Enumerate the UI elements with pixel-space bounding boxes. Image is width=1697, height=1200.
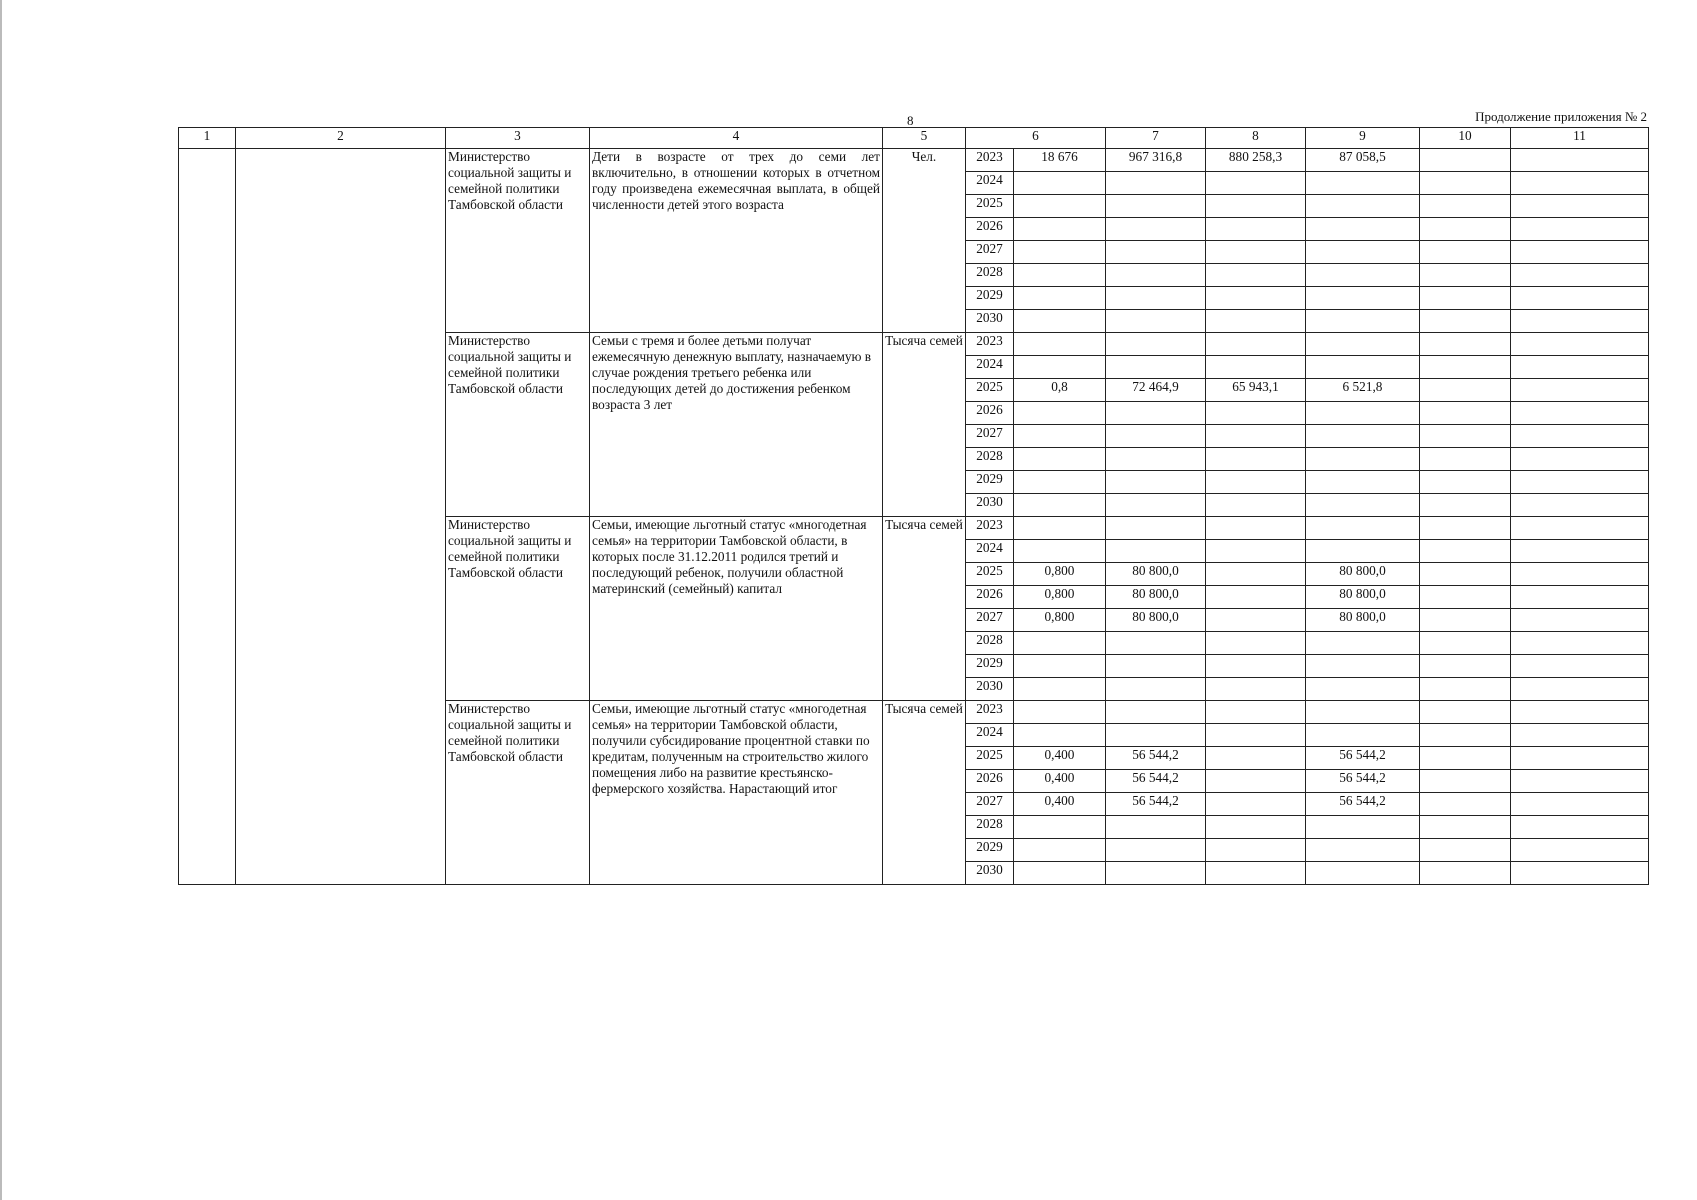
value-cell-c7 bbox=[1106, 839, 1206, 862]
value-cell-c9: 6 521,8 bbox=[1306, 379, 1420, 402]
value-cell-c6: 0,800 bbox=[1014, 609, 1106, 632]
value-cell-c7 bbox=[1106, 517, 1206, 540]
value-cell-c9 bbox=[1306, 494, 1420, 517]
value-cell-c10 bbox=[1420, 494, 1511, 517]
value-cell-c8 bbox=[1206, 287, 1306, 310]
value-cell-c6 bbox=[1014, 655, 1106, 678]
ministry-cell: Министерство социальной защиты и семейной политики Тамбовской области bbox=[446, 333, 590, 517]
value-cell-c10 bbox=[1420, 241, 1511, 264]
value-cell-c8 bbox=[1206, 655, 1306, 678]
value-cell-c8 bbox=[1206, 471, 1306, 494]
value-cell-c11 bbox=[1511, 609, 1649, 632]
value-cell-c9 bbox=[1306, 356, 1420, 379]
value-cell-c7 bbox=[1106, 425, 1206, 448]
col-header-7: 7 bbox=[1106, 128, 1206, 149]
value-cell-c10 bbox=[1420, 448, 1511, 471]
value-cell-c11 bbox=[1511, 563, 1649, 586]
value-cell-c11 bbox=[1511, 172, 1649, 195]
value-cell-c6: 0,8 bbox=[1014, 379, 1106, 402]
value-cell-c11 bbox=[1511, 356, 1649, 379]
value-cell-c8 bbox=[1206, 310, 1306, 333]
value-cell-c6 bbox=[1014, 218, 1106, 241]
value-cell-c8 bbox=[1206, 701, 1306, 724]
value-cell-c11 bbox=[1511, 195, 1649, 218]
year-cell: 2028 bbox=[966, 448, 1014, 471]
value-cell-c10 bbox=[1420, 218, 1511, 241]
value-cell-c8 bbox=[1206, 816, 1306, 839]
year-cell: 2023 bbox=[966, 149, 1014, 172]
value-cell-c10 bbox=[1420, 172, 1511, 195]
value-cell-c9 bbox=[1306, 264, 1420, 287]
value-cell-c8 bbox=[1206, 218, 1306, 241]
value-cell-c10 bbox=[1420, 379, 1511, 402]
value-cell-c11 bbox=[1511, 862, 1649, 885]
value-cell-c7 bbox=[1106, 471, 1206, 494]
value-cell-c7 bbox=[1106, 494, 1206, 517]
value-cell-c7 bbox=[1106, 816, 1206, 839]
value-cell-c11 bbox=[1511, 494, 1649, 517]
value-cell-c6 bbox=[1014, 264, 1106, 287]
value-cell-c7 bbox=[1106, 724, 1206, 747]
value-cell-c6 bbox=[1014, 839, 1106, 862]
value-cell-c11 bbox=[1511, 678, 1649, 701]
year-cell: 2029 bbox=[966, 655, 1014, 678]
value-cell-c8 bbox=[1206, 678, 1306, 701]
value-cell-c11 bbox=[1511, 793, 1649, 816]
value-cell-c6 bbox=[1014, 310, 1106, 333]
value-cell-c9 bbox=[1306, 517, 1420, 540]
year-cell: 2025 bbox=[966, 379, 1014, 402]
value-cell-c10 bbox=[1420, 517, 1511, 540]
value-cell-c10 bbox=[1420, 356, 1511, 379]
value-cell-c10 bbox=[1420, 655, 1511, 678]
value-cell-c11 bbox=[1511, 310, 1649, 333]
value-cell-c9: 80 800,0 bbox=[1306, 586, 1420, 609]
value-cell-c8 bbox=[1206, 586, 1306, 609]
value-cell-c7 bbox=[1106, 287, 1206, 310]
value-cell-c6 bbox=[1014, 425, 1106, 448]
value-cell-c9 bbox=[1306, 172, 1420, 195]
year-cell: 2029 bbox=[966, 471, 1014, 494]
value-cell-c7 bbox=[1106, 264, 1206, 287]
value-cell-c6: 0,400 bbox=[1014, 793, 1106, 816]
col-header-6: 6 bbox=[966, 128, 1106, 149]
value-cell-c9 bbox=[1306, 333, 1420, 356]
value-cell-c10 bbox=[1420, 471, 1511, 494]
value-cell-c6 bbox=[1014, 402, 1106, 425]
value-cell-c7 bbox=[1106, 862, 1206, 885]
value-cell-c8: 880 258,3 bbox=[1206, 149, 1306, 172]
value-cell-c6 bbox=[1014, 632, 1106, 655]
year-cell: 2026 bbox=[966, 770, 1014, 793]
ministry-cell: Министерство социальной защиты и семейной политики Тамбовской области bbox=[446, 701, 590, 885]
value-cell-c10 bbox=[1420, 586, 1511, 609]
value-cell-c9 bbox=[1306, 471, 1420, 494]
value-cell-c10 bbox=[1420, 816, 1511, 839]
year-cell: 2028 bbox=[966, 264, 1014, 287]
col-header-1: 1 bbox=[179, 128, 236, 149]
value-cell-c6 bbox=[1014, 172, 1106, 195]
indicator-description: Семьи с тремя и более детьми получат ежемесячную денежную выплату, назначаемую в случае рождения третьего ребенка или последующих детей до достижения ребенком возраста 3 лет bbox=[590, 333, 883, 517]
year-cell: 2023 bbox=[966, 333, 1014, 356]
value-cell-c7: 56 544,2 bbox=[1106, 747, 1206, 770]
year-cell: 2030 bbox=[966, 678, 1014, 701]
value-cell-c10 bbox=[1420, 540, 1511, 563]
value-cell-c7: 56 544,2 bbox=[1106, 770, 1206, 793]
year-cell: 2029 bbox=[966, 839, 1014, 862]
value-cell-c9: 56 544,2 bbox=[1306, 747, 1420, 770]
value-cell-c10 bbox=[1420, 609, 1511, 632]
value-cell-c11 bbox=[1511, 287, 1649, 310]
value-cell-c11 bbox=[1511, 241, 1649, 264]
annex-title: Продолжение приложения № 2 bbox=[1475, 109, 1647, 124]
value-cell-c7: 56 544,2 bbox=[1106, 793, 1206, 816]
value-cell-c11 bbox=[1511, 517, 1649, 540]
value-cell-c6 bbox=[1014, 862, 1106, 885]
value-cell-c10 bbox=[1420, 747, 1511, 770]
col-header-9: 9 bbox=[1306, 128, 1420, 149]
value-cell-c11 bbox=[1511, 540, 1649, 563]
value-cell-c6 bbox=[1014, 517, 1106, 540]
value-cell-c7 bbox=[1106, 632, 1206, 655]
value-cell-c10 bbox=[1420, 701, 1511, 724]
value-cell-c10 bbox=[1420, 264, 1511, 287]
value-cell-c10 bbox=[1420, 310, 1511, 333]
year-cell: 2026 bbox=[966, 402, 1014, 425]
value-cell-c10 bbox=[1420, 770, 1511, 793]
value-cell-c6 bbox=[1014, 678, 1106, 701]
value-cell-c10 bbox=[1420, 862, 1511, 885]
value-cell-c6 bbox=[1014, 471, 1106, 494]
value-cell-c9 bbox=[1306, 701, 1420, 724]
value-cell-c9 bbox=[1306, 839, 1420, 862]
value-cell-c7: 80 800,0 bbox=[1106, 563, 1206, 586]
value-cell-c10 bbox=[1420, 632, 1511, 655]
value-cell-c6 bbox=[1014, 724, 1106, 747]
col-header-3: 3 bbox=[446, 128, 590, 149]
year-cell: 2025 bbox=[966, 195, 1014, 218]
value-cell-c9 bbox=[1306, 195, 1420, 218]
value-cell-c6: 0,400 bbox=[1014, 770, 1106, 793]
year-cell: 2027 bbox=[966, 241, 1014, 264]
value-cell-c7 bbox=[1106, 218, 1206, 241]
value-cell-c7 bbox=[1106, 448, 1206, 471]
header-row bbox=[179, 128, 1649, 149]
value-cell-c6 bbox=[1014, 540, 1106, 563]
scan-edge bbox=[0, 0, 2, 1200]
value-cell-c8 bbox=[1206, 356, 1306, 379]
unit-cell: Чел. bbox=[883, 149, 966, 333]
year-cell: 2024 bbox=[966, 724, 1014, 747]
ministry-cell: Министерство социальной защиты и семейной политики Тамбовской области bbox=[446, 149, 590, 333]
value-cell-c6 bbox=[1014, 816, 1106, 839]
value-cell-c6 bbox=[1014, 356, 1106, 379]
value-cell-c8 bbox=[1206, 862, 1306, 885]
col-header-10: 10 bbox=[1420, 128, 1511, 149]
value-cell-c7: 967 316,8 bbox=[1106, 149, 1206, 172]
col-header-8: 8 bbox=[1206, 128, 1306, 149]
value-cell-c10 bbox=[1420, 333, 1511, 356]
year-cell: 2026 bbox=[966, 586, 1014, 609]
value-cell-c9 bbox=[1306, 678, 1420, 701]
value-cell-c10 bbox=[1420, 678, 1511, 701]
ministry-cell: Министерство социальной защиты и семейной политики Тамбовской области bbox=[446, 517, 590, 701]
col1-cell bbox=[179, 149, 236, 885]
value-cell-c8 bbox=[1206, 793, 1306, 816]
value-cell-c11 bbox=[1511, 425, 1649, 448]
value-cell-c7 bbox=[1106, 241, 1206, 264]
value-cell-c6: 0,800 bbox=[1014, 586, 1106, 609]
value-cell-c8 bbox=[1206, 770, 1306, 793]
value-cell-c11 bbox=[1511, 724, 1649, 747]
value-cell-c7 bbox=[1106, 172, 1206, 195]
value-cell-c10 bbox=[1420, 149, 1511, 172]
value-cell-c11 bbox=[1511, 448, 1649, 471]
unit-cell: Тысяча семей bbox=[883, 701, 966, 885]
year-cell: 2030 bbox=[966, 494, 1014, 517]
value-cell-c10 bbox=[1420, 425, 1511, 448]
value-cell-c8 bbox=[1206, 747, 1306, 770]
value-cell-c8 bbox=[1206, 517, 1306, 540]
value-cell-c6 bbox=[1014, 333, 1106, 356]
indicator-description: Семьи, имеющие льготный статус «многодетная семья» на территории Тамбовской области, получили субсидирование процентной ставки по кредитам, полученным на строительство жилого помещения либо на развитие крестьянско-фермерского хозяйства. Нарастающий итог bbox=[590, 701, 883, 885]
value-cell-c8 bbox=[1206, 333, 1306, 356]
value-cell-c7 bbox=[1106, 701, 1206, 724]
value-cell-c8 bbox=[1206, 632, 1306, 655]
value-cell-c7 bbox=[1106, 540, 1206, 563]
value-cell-c8 bbox=[1206, 448, 1306, 471]
value-cell-c10 bbox=[1420, 839, 1511, 862]
value-cell-c9: 80 800,0 bbox=[1306, 563, 1420, 586]
value-cell-c11 bbox=[1511, 379, 1649, 402]
value-cell-c7: 80 800,0 bbox=[1106, 609, 1206, 632]
value-cell-c8 bbox=[1206, 264, 1306, 287]
year-cell: 2030 bbox=[966, 862, 1014, 885]
value-cell-c6: 18 676 bbox=[1014, 149, 1106, 172]
value-cell-c8 bbox=[1206, 195, 1306, 218]
value-cell-c10 bbox=[1420, 793, 1511, 816]
value-cell-c11 bbox=[1511, 264, 1649, 287]
value-cell-c11 bbox=[1511, 586, 1649, 609]
year-cell: 2027 bbox=[966, 425, 1014, 448]
value-cell-c9 bbox=[1306, 724, 1420, 747]
year-cell: 2025 bbox=[966, 747, 1014, 770]
value-cell-c9: 56 544,2 bbox=[1306, 770, 1420, 793]
value-cell-c8: 65 943,1 bbox=[1206, 379, 1306, 402]
year-cell: 2027 bbox=[966, 609, 1014, 632]
value-cell-c11 bbox=[1511, 218, 1649, 241]
value-cell-c10 bbox=[1420, 402, 1511, 425]
value-cell-c7 bbox=[1106, 356, 1206, 379]
value-cell-c11 bbox=[1511, 816, 1649, 839]
value-cell-c6: 0,800 bbox=[1014, 563, 1106, 586]
value-cell-c6 bbox=[1014, 701, 1106, 724]
year-cell: 2028 bbox=[966, 632, 1014, 655]
value-cell-c9 bbox=[1306, 816, 1420, 839]
year-cell: 2024 bbox=[966, 356, 1014, 379]
value-cell-c6 bbox=[1014, 494, 1106, 517]
col-header-2: 2 bbox=[236, 128, 446, 149]
value-cell-c8 bbox=[1206, 425, 1306, 448]
value-cell-c9 bbox=[1306, 425, 1420, 448]
indicator-description: Дети в возрасте от трех до семи лет включительно, в отношении которых в отчетном году произведена ежемесячная выплата, в общей численности детей этого возраста bbox=[590, 149, 883, 333]
page-number: 8 bbox=[907, 113, 914, 128]
value-cell-c7 bbox=[1106, 310, 1206, 333]
value-cell-c8 bbox=[1206, 563, 1306, 586]
value-cell-c11 bbox=[1511, 770, 1649, 793]
value-cell-c7 bbox=[1106, 195, 1206, 218]
year-cell: 2024 bbox=[966, 540, 1014, 563]
year-cell: 2029 bbox=[966, 287, 1014, 310]
value-cell-c8 bbox=[1206, 609, 1306, 632]
value-cell-c9 bbox=[1306, 287, 1420, 310]
value-cell-c6 bbox=[1014, 195, 1106, 218]
value-cell-c9 bbox=[1306, 448, 1420, 471]
value-cell-c8 bbox=[1206, 540, 1306, 563]
value-cell-c8 bbox=[1206, 839, 1306, 862]
col-header-5: 5 bbox=[883, 128, 966, 149]
value-cell-c9 bbox=[1306, 402, 1420, 425]
value-cell-c8 bbox=[1206, 402, 1306, 425]
col2-cell bbox=[236, 149, 446, 885]
value-cell-c8 bbox=[1206, 494, 1306, 517]
value-cell-c10 bbox=[1420, 563, 1511, 586]
year-cell: 2024 bbox=[966, 172, 1014, 195]
value-cell-c9 bbox=[1306, 862, 1420, 885]
indicators-table bbox=[178, 127, 1649, 885]
value-cell-c9 bbox=[1306, 218, 1420, 241]
value-cell-c6 bbox=[1014, 287, 1106, 310]
value-cell-c10 bbox=[1420, 287, 1511, 310]
table-row bbox=[179, 149, 1649, 172]
value-cell-c7: 80 800,0 bbox=[1106, 586, 1206, 609]
value-cell-c9 bbox=[1306, 632, 1420, 655]
value-cell-c10 bbox=[1420, 724, 1511, 747]
value-cell-c9 bbox=[1306, 310, 1420, 333]
value-cell-c11 bbox=[1511, 839, 1649, 862]
value-cell-c11 bbox=[1511, 655, 1649, 678]
unit-cell: Тысяча семей bbox=[883, 517, 966, 701]
value-cell-c11 bbox=[1511, 471, 1649, 494]
indicator-description: Семьи, имеющие льготный статус «многодетная семья» на территории Тамбовской области, в которых после 31.12.2011 родился третий и последующий ребенок, получили областной материнский (семейный) капитал bbox=[590, 517, 883, 701]
value-cell-c6 bbox=[1014, 448, 1106, 471]
value-cell-c11 bbox=[1511, 149, 1649, 172]
year-cell: 2025 bbox=[966, 563, 1014, 586]
value-cell-c11 bbox=[1511, 747, 1649, 770]
value-cell-c10 bbox=[1420, 195, 1511, 218]
year-cell: 2028 bbox=[966, 816, 1014, 839]
year-cell: 2030 bbox=[966, 310, 1014, 333]
value-cell-c7 bbox=[1106, 655, 1206, 678]
value-cell-c11 bbox=[1511, 333, 1649, 356]
value-cell-c9 bbox=[1306, 540, 1420, 563]
value-cell-c6 bbox=[1014, 241, 1106, 264]
year-cell: 2026 bbox=[966, 218, 1014, 241]
value-cell-c11 bbox=[1511, 632, 1649, 655]
value-cell-c7: 72 464,9 bbox=[1106, 379, 1206, 402]
value-cell-c9: 80 800,0 bbox=[1306, 609, 1420, 632]
value-cell-c11 bbox=[1511, 701, 1649, 724]
value-cell-c7 bbox=[1106, 402, 1206, 425]
value-cell-c6: 0,400 bbox=[1014, 747, 1106, 770]
col-header-11: 11 bbox=[1511, 128, 1649, 149]
value-cell-c11 bbox=[1511, 402, 1649, 425]
col-header-4: 4 bbox=[590, 128, 883, 149]
value-cell-c8 bbox=[1206, 724, 1306, 747]
year-cell: 2023 bbox=[966, 517, 1014, 540]
value-cell-c9 bbox=[1306, 241, 1420, 264]
value-cell-c8 bbox=[1206, 241, 1306, 264]
value-cell-c9: 56 544,2 bbox=[1306, 793, 1420, 816]
year-cell: 2023 bbox=[966, 701, 1014, 724]
value-cell-c7 bbox=[1106, 678, 1206, 701]
value-cell-c7 bbox=[1106, 333, 1206, 356]
unit-cell: Тысяча семей bbox=[883, 333, 966, 517]
year-cell: 2027 bbox=[966, 793, 1014, 816]
value-cell-c8 bbox=[1206, 172, 1306, 195]
value-cell-c9: 87 058,5 bbox=[1306, 149, 1420, 172]
value-cell-c9 bbox=[1306, 655, 1420, 678]
